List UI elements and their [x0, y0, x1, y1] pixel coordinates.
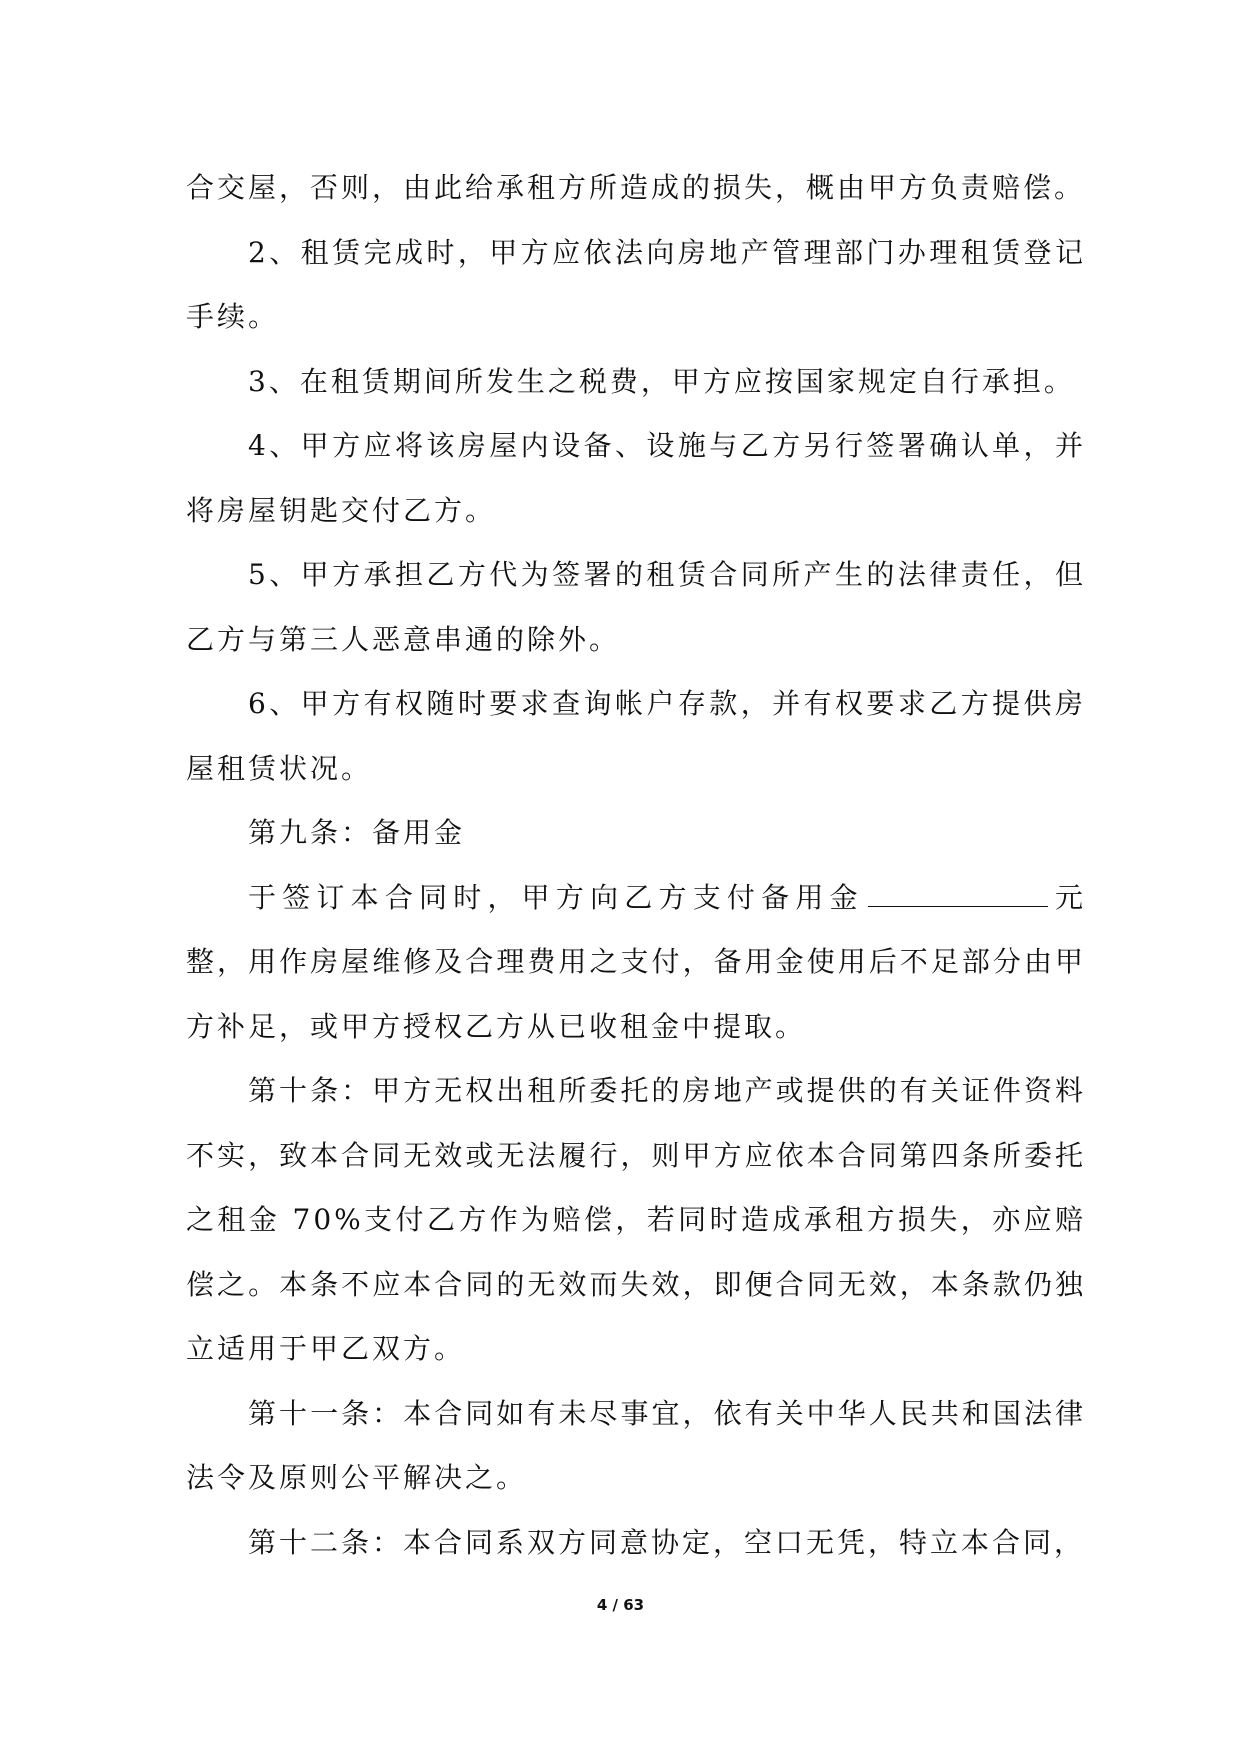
- paragraph-reserve-fund: [186, 866, 1086, 1060]
- reserve-text-after: 元整，用作房屋维修及合理费用之支付，备用金使用后不足部分由甲方补足，或甲方授权乙方从已收租金中提取。: [186, 880, 1086, 1043]
- paragraph-clause-2: 2、租赁完成时，甲方应依法向房地产管理部门办理租赁登记手续。: [186, 235, 1086, 333]
- amount-blank-line: [868, 882, 1048, 907]
- document-body: [186, 156, 1086, 1575]
- paragraph-clause-5: 5、甲方承担乙方代为签署的租赁合同所产生的法律责任，但乙方与第三人恶意串通的除外。: [186, 558, 1086, 656]
- paragraph-clause-6: 6、甲方有权随时要求查询帐户存款，并有权要求乙方提供房屋租赁状况。: [186, 687, 1086, 785]
- reserve-text-before: 于签订本合同时，甲方向乙方支付备用金: [248, 880, 864, 914]
- article-11: 第十一条：本合同如有未尽事宜，依有关中华人民共和国法律法令及原则公平解决之。: [186, 1396, 1086, 1494]
- article-12: 第十二条：本合同系双方同意协定，空口无凭，特立本合同，: [248, 1525, 1086, 1559]
- page-number: 4 / 63: [596, 1596, 645, 1614]
- paragraph-continuation: 合交屋，否则，由此给承租方所造成的损失，概由甲方负责赔偿。: [186, 171, 1086, 204]
- paragraph-clause-3: 3、在租赁期间所发生之税费，甲方应按国家规定自行承担。: [248, 364, 1075, 398]
- article-9-heading: 第九条：备用金: [248, 816, 466, 849]
- paragraph-clause-4: 4、甲方应将该房屋内设备、设施与乙方另行签署确认单，并将房屋钥匙交付乙方。: [186, 429, 1086, 527]
- article-10: 第十条：甲方无权出租所委托的房地产或提供的有关证件资料不实，致本合同无效或无法履行，则甲方应依本合同第四条所委托之租金 70%支付乙方作为赔偿，若同时造成承租方损失，亦应赔偿之。本条不应本合同的无效而失效，即便合同无效，本条款仍独立适用于甲乙双方。: [186, 1074, 1086, 1365]
